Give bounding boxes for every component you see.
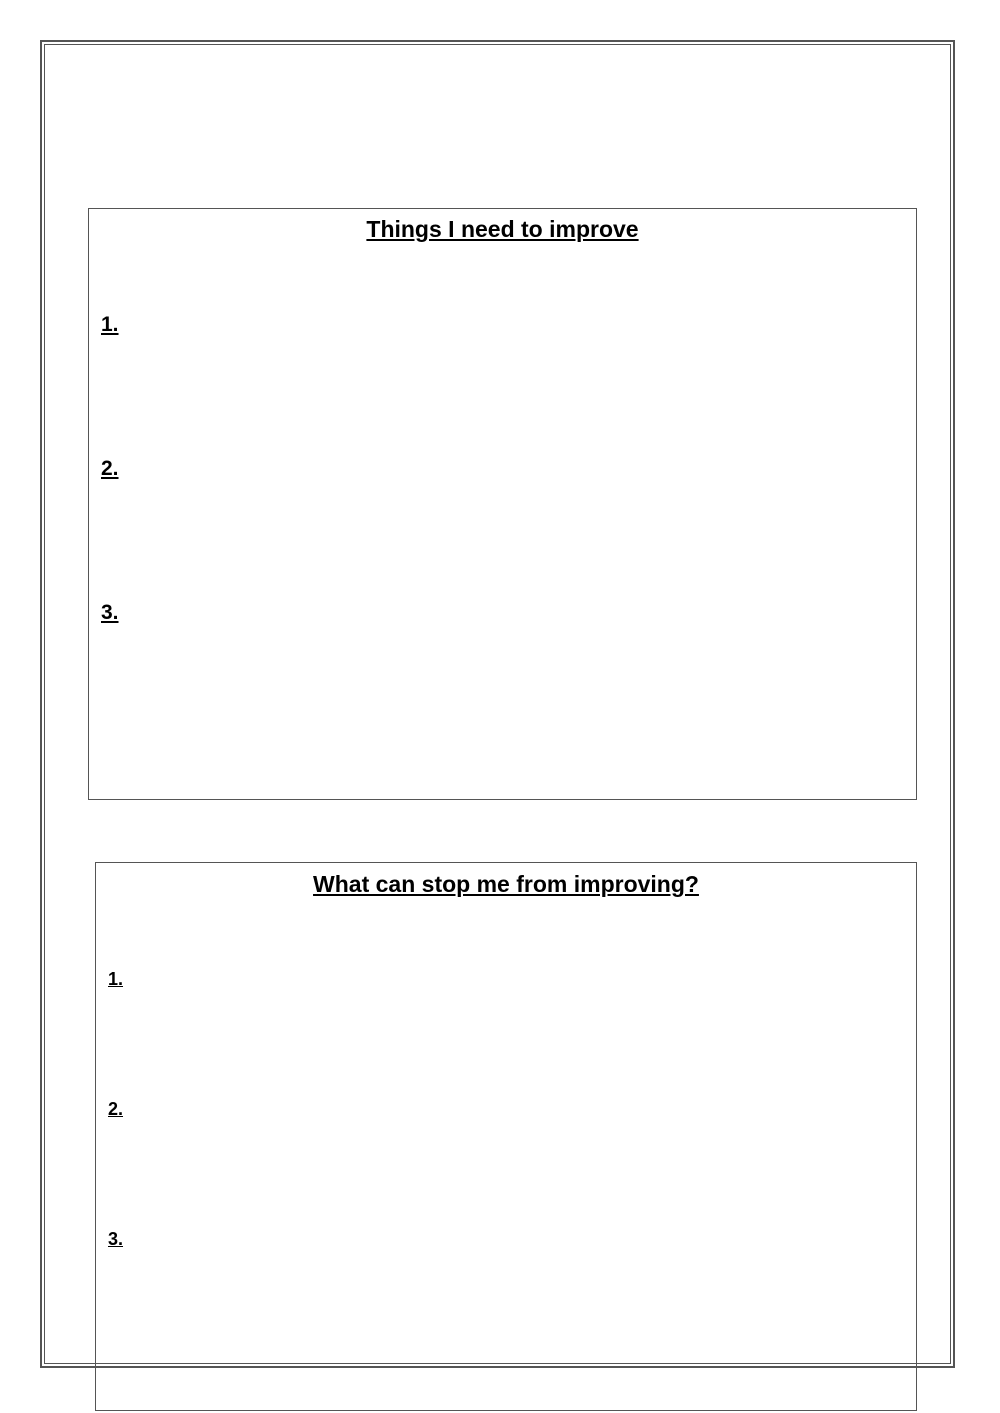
obstacles-box xyxy=(95,862,917,1411)
improve-item-2: 2. xyxy=(101,457,119,480)
improve-item-3: 3. xyxy=(101,601,119,624)
obstacles-item-3: 3. xyxy=(108,1229,124,1249)
obstacles-item-2: 2. xyxy=(108,1099,124,1119)
improve-item-1: 1. xyxy=(101,313,119,336)
obstacles-title: What can stop me from improving? xyxy=(313,871,699,897)
improve-box xyxy=(88,208,917,800)
improve-title: Things I need to improve xyxy=(366,216,639,242)
obstacles-item-1: 1. xyxy=(108,969,124,989)
